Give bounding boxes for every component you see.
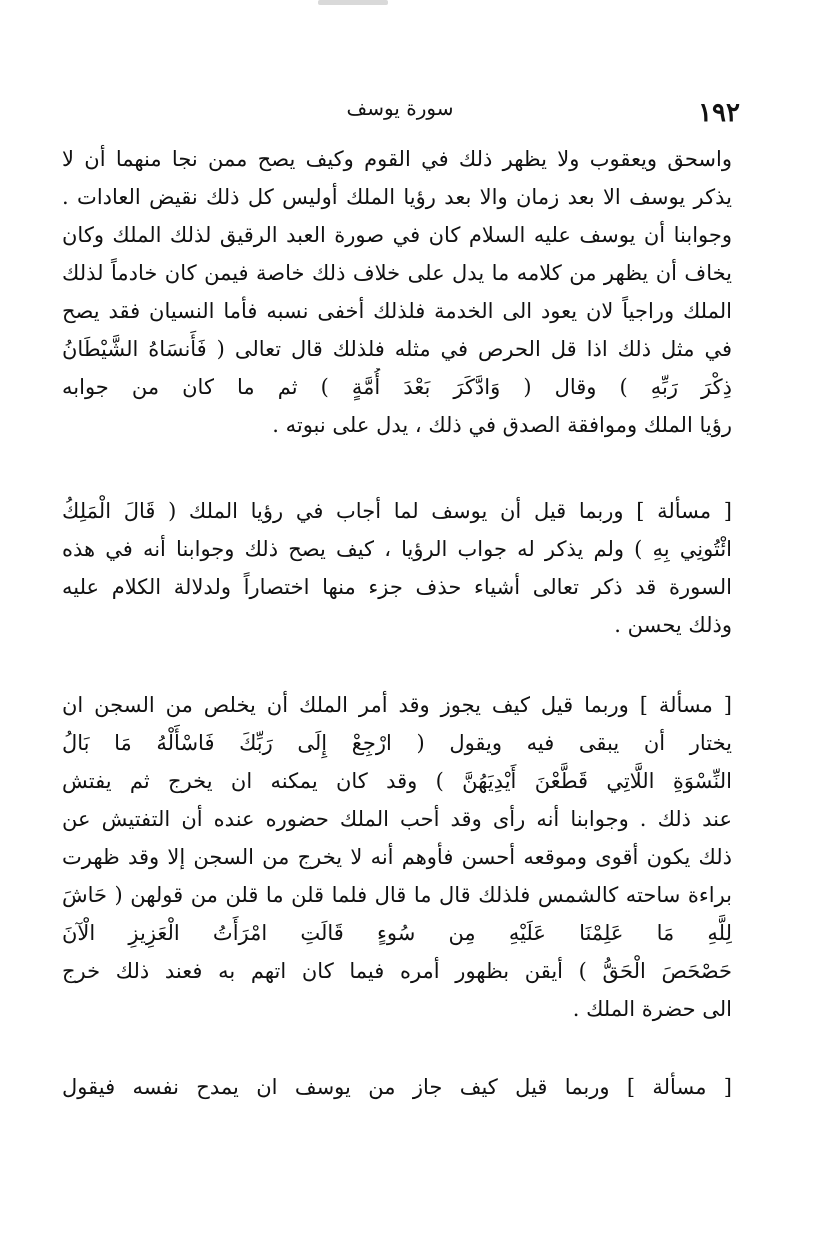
text-line: وذلك يحسن . [614, 613, 732, 637]
paragraph-1 [62, 140, 732, 444]
text-line: عند ذلك . وجوابنا أنه رأى وقد أحب الملك حضوره عنده أن التفتيش عن [62, 807, 732, 831]
paragraph-2 [62, 492, 732, 644]
paragraph-gap [62, 644, 732, 686]
text-line: [ مسألة ] وربما قيل كيف جاز من يوسف ان يمدح نفسه فيقول [62, 1075, 732, 1099]
text-line: حَصْحَصَ الْحَقُّ ) أيقن بظهور أمره فيما كان اتهم به فعند ذلك خرج [62, 959, 732, 983]
text-line: الى حضرة الملك . [572, 997, 732, 1021]
paragraph-4 [62, 1068, 732, 1106]
text-line: ذلك يكون أقوى وموقعه أحسن فأوهم أنه لا يخرج من السجن إلا وقد ظهرت [62, 845, 732, 869]
text-line: السورة قد ذكر تعالى أشياء حذف جزء منها اختصاراً ولدلالة الكلام عليه [62, 575, 732, 599]
text-line: في مثل ذلك اذا قل الحرص في مثله فلذلك قال تعالى ( فَأَنسَاهُ الشَّيْطَانُ [62, 337, 732, 361]
text-line: النِّسْوَةِ اللَّاتِي قَطَّعْنَ أَيْدِيَهُنَّ ) وقد كان يمكنه ان يخرج ثم يفتش [62, 769, 732, 793]
surah-title: سورة يوسف [346, 96, 454, 120]
text-line: لِلَّهِ مَا عَلِمْنَا عَلَيْهِ مِن سُوءٍ قَالَتِ امْرَأَتُ الْعَزِيزِ الْآنَ [62, 921, 732, 945]
paragraph-gap [62, 444, 732, 492]
text-line: ائْتُونِي بِهِ ) ولم يذكر له جواب الرؤيا ، كيف يصح ذلك وجوابنا أنه في هذه [62, 537, 732, 561]
text-line: الملك وراجياً لان يعود الى الخدمة فلذلك أخفى نسبه فأما النسيان فقد يصح [62, 299, 732, 323]
page-body [62, 140, 732, 1106]
page-number: ١٩٢ [698, 98, 740, 128]
text-line: [ مسألة ] وربما قيل أن يوسف لما أجاب في رؤيا الملك ( قَالَ الْمَلِكُ [62, 499, 732, 523]
scan-edge-mark [318, 0, 388, 5]
page-header [60, 92, 740, 132]
text-line: [ مسألة ] وربما قيل كيف يجوز وقد أمر الملك أن يخلص من السجن ان [62, 693, 732, 717]
paragraph-gap [62, 1028, 732, 1068]
text-line: يختار أن يبقى فيه ويقول ( ارْجِعْ إِلَى رَبِّكَ فَاسْأَلْهُ مَا بَالُ [62, 731, 732, 755]
text-line: رؤيا الملك وموافقة الصدق في ذلك ، يدل على نبوته . [272, 413, 732, 437]
text-line: واسحق ويعقوب ولا يظهر ذلك في القوم وكيف يصح ممن نجا منهما أن لا [62, 147, 732, 171]
text-line: ذِكْرَ رَبِّهِ ) وقال ( وَادَّكَرَ بَعْدَ أُمَّةٍ ) ثم ما كان من جوابه [62, 375, 732, 399]
text-line: براءة ساحته كالشمس فلذلك قال ما قال فلما قلن ما قلن من قولهن ( حَاشَ [62, 883, 732, 907]
paragraph-3 [62, 686, 732, 1028]
text-line: وجوابنا أن يوسف عليه السلام كان في صورة العبد الرقيق لذلك الملك وكان [62, 223, 732, 247]
text-line: يذكر يوسف الا بعد زمان والا بعد رؤيا الملك أوليس كل ذلك نقيض العادات . [62, 185, 732, 209]
text-line: يخاف أن يظهر من كلامه ما يدل على خلاف ذلك خاصة فيمن كان خادماً لذلك [62, 261, 732, 285]
